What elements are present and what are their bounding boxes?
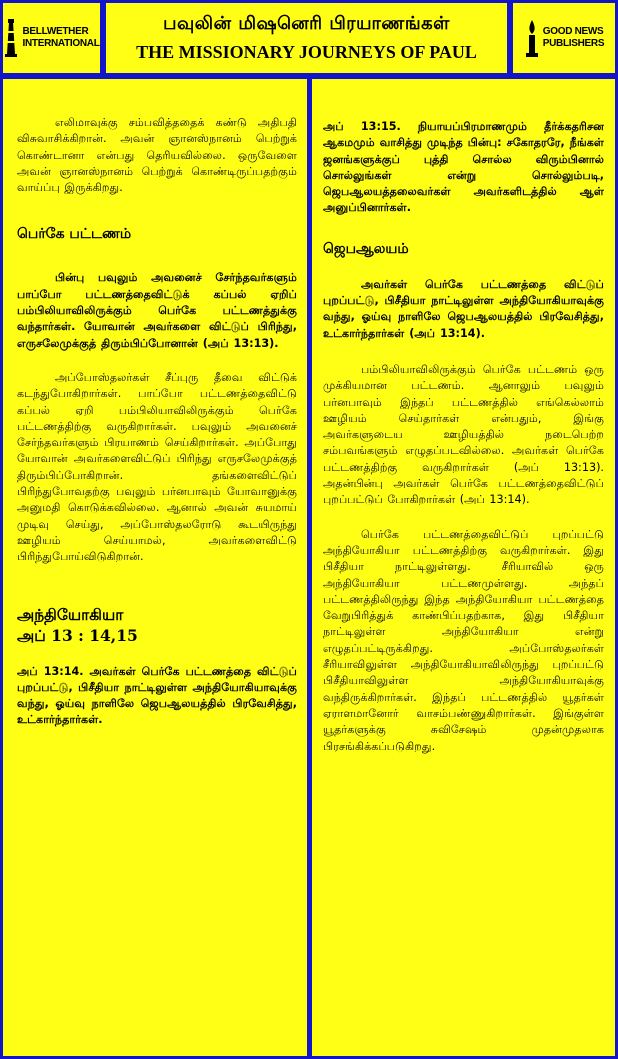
section-heading-synagogue: ஜெபஆலயம்: [323, 240, 409, 257]
page-title-english: THE MISSIONARY JOURNEYS OF PAUL: [136, 42, 477, 62]
lighthouse-icon: [3, 18, 19, 58]
section-heading-perga: பெர்கே பட்டணம்: [17, 226, 132, 243]
section-heading-reference: அப் 13 : 14,15: [17, 625, 138, 645]
good-news-logo-line2: PUBLISHERS: [542, 38, 605, 49]
section-heading-antioch: அந்தியோகியா: [17, 604, 124, 624]
bellwether-logo: [3, 3, 100, 73]
right-paragraph-2: அவர்கள் பெர்கே பட்டணத்தை விட்டுப் புறப்பட்டு, பிசீதியா நாட்டிலுள்ள அந்தியோகியாவுக்கு வந்து, ஓய்வு நாளிலே ஜெபஆலயத்தில் பிரவேசித்து, உட்கார்ந்தார்கள் (அப் 13:14).: [323, 277, 604, 340]
left-paragraph-2: பின்பு பவுலும் அவனைச் சேர்ந்தவர்களும் பாப்போ பட்டணத்தைவிட்டுக் கப்பல் ஏறிப் பம்பிலியாவிலிருக்கும் பெர்கே பட்டணத்துக்கு வந்தார்கள். யோவான் அவர்களை விட்டுப் பிரிந்து, எருசலேமுக்குத் திரும்பிப்போனான் (அப் 13:13).: [17, 271, 297, 350]
right-paragraph-3: பம்பிலியாவிலிருக்கும் பெர்கே பட்டணம் ஒரு முக்கியமான பட்டணம். ஆனாலும் பவுலும் பர்னபாவும் இந்தப் பட்டணத்தில் எங்கெல்லாம் ஊழியம் செய்தார்கள் என்பதும், இங்கு அவர்களுடைய ஊழியத்தில் நடைபெற்ற சம்பவங்களும் எழுதப்படவில்லை. அவர்கள் பெர்கே பட்டணத்திற்கு வருகிறார்கள் (அப் 13:13). அதன்பின்பு அவர்கள் பெர்கே பட்டணத்தைவிட்டுப் புறப்பட்டுப் போகிறார்கள் (அப் 13:14).: [323, 362, 604, 507]
good-news-logo-line1: GOOD NEWS: [542, 26, 604, 37]
right-paragraph-4: பெர்கே பட்டணத்தைவிட்டுப் புறப்பட்டு அந்தியோகியா பட்டணத்திற்கு வருகிறார்கள். இது பிசீதியா நாட்டிலுள்ளது. சீரியாவில் ஒரு அந்தியோகியா பட்டணமுள்ளது. அந்தப் பட்டணத்திலிருந்து இந்த அந்தியோகியா பட்டணத்தை வேறுபிரித்துக் காண்பிப்பதற்காக, இது பிசீதியா நாட்டிலுள்ள அந்தியோகியா என்று எழுதப்பட்டிருக்கிறது. அப்போஸ்தலர்கள் சீரியாவிலுள்ள அந்தியோகியாவிலிருந்து புறப்பட்டு பிசீதியாவிலுள்ள அந்தியோகியாவுக்கு வந்திருக்கிறார்கள். இந்தப் பட்டணத்தில் யூதர்கள் ஏராளமானோர் வாசம்பண்ணுகிறார்கள். இங்குள்ள யூதர்களுக்கு சுவிசேஷம் முதன்முதலாக பிரசங்கிக்கப்படுகிறது.: [323, 527, 604, 753]
good-news-logo: [513, 3, 615, 73]
bellwether-logo-line2: INTERNATIONAL: [22, 38, 100, 49]
lamp-icon: [524, 18, 540, 58]
right-paragraph-1: அப் 13:15. நியாயப்பிரமாணமும் தீர்க்கதரிசன ஆகமமும் வாசித்து முடிந்த பின்பு: சகோதரரே, நீங்கள் ஜனங்களுக்குப் புத்தி சொல்ல விரும்பினால் சொல்லுங்கள் என்று சொல்லும்படி, ஜெபஆலயத்தலைவர்கள் அவர்களிடத்தில் ஆள் அனுப்பினார்கள்.: [323, 120, 604, 215]
page-title-box: [106, 3, 507, 73]
right-column: [312, 79, 615, 1056]
left-paragraph-1: எலிமாவுக்கு சம்பவித்ததைக் கண்டு அதிபதி விசுவாசிக்கிறான். அவன் ஞானஸ்நானம் பெற்றுக் கொண்டானா என்பது தெரியவில்லை. ஒருவேளை அவன் ஞானஸ்நானம் பெற்றுக் கொண்டிருப்பதற்கும் வாய்ப்பு இருக்கிறது.: [17, 116, 297, 195]
page-title-tamil: பவுலின் மிஷனெரி பிரயாணங்கள்: [163, 13, 450, 34]
bellwether-logo-line1: BELLWETHER: [22, 26, 89, 37]
left-column: [3, 79, 307, 1056]
left-paragraph-3: அப்போஸ்தலர்கள் சீப்புரு தீவை விட்டுக் கடந்துபோகிறார்கள். பாப்போ பட்டணத்தைவிட்டு கப்பல் ஏறி பம்பிலியாவிலிருக்கும் பெர்கே பட்டணத்திற்கு வருகிறார்கள். பவுலும் அவனைச் சேர்ந்தவர்களும் பிரயாணம் செய்கிறார்கள். அப்போது யோவான் அவர்களைவிட்டுப் பிரிந்து எருசலேமுக்குத் திரும்பிப்போகிறான். தங்களைவிட்டுப் பிரிந்துபோவதற்கு பவுலும் பர்னபாவும் யோவானுக்கு அனுமதி கொடுக்கவில்லை. ஆனால் அவன் சுயமாய் முடிவு செய்து, அப்போஸ்தலரோடு கூடயிருந்து ஊழியம் செய்யாமல், அவர்களைவிட்டு பிரிந்துபோய்விடுகிறான்.: [17, 370, 297, 564]
left-paragraph-4: அப் 13:14. அவர்கள் பெர்கே பட்டணத்தை விட்டுப் புறப்பட்டு, பிசீதியா நாட்டிலுள்ள அந்தியோகியாவுக்கு வந்து, ஓய்வு நாளிலே ஜெபஆலயத்தில் பிரவேசித்து, உட்கார்ந்தார்கள்.: [17, 664, 297, 727]
